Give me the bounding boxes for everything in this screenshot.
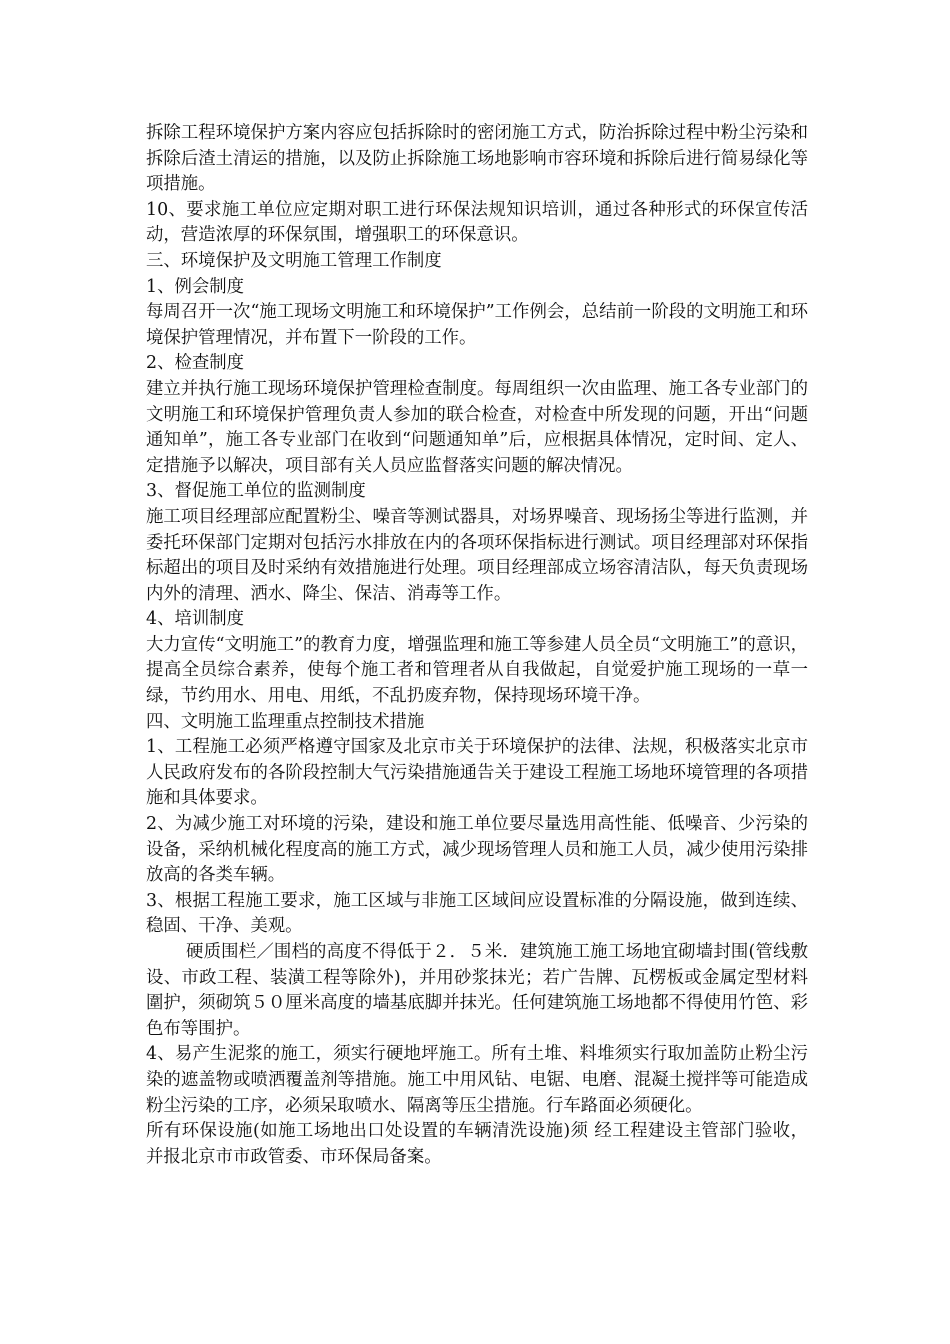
paragraph-demolition-plan: 拆除工程环境保护方案内容应包括拆除时的密闭施工方式，防治拆除过程中粉尘污染和拆除后渣土清运的措施，以及防止拆除施工场地影响市容环境和拆除后进行简易绿化等项措施。 bbox=[146, 123, 808, 195]
paragraph-measure-2: 2、为减少施工对环境的污染，建设和施工单位要尽量选用高性能、低噪音、少污染的设备，采纳机械化程度高的施工方式，减少现场管理人员和施工人员，减少使用污染排放高的各类车辆。 bbox=[146, 814, 808, 886]
document-page bbox=[146, 121, 808, 1170]
paragraph-monitoring: 施工项目经理部应配置粉尘、噪音等测试器具，对场界噪音、现场扬尘等进行监测，并委托环保部门定期对包括污水排放在内的各项环保指标进行测试。项目经理部对环保指标超出的项目及时采纳有效措施进行处理。项目经理部成立场容清洁队，每天负责现场内外的清理、洒水、降尘、保洁、消毒等工作。 bbox=[146, 506, 808, 604]
paragraph-measure-1: 1、工程施工必须严格遵守国家及北京市关于环境保护的法律、法规，积极落实北京市人民政府发布的各阶段控制大气污染措施通告关于建设工程施工场地环境管理的各项措施和具体要求。 bbox=[146, 737, 808, 809]
subheading-meeting-system: 1、例会制度 bbox=[146, 276, 245, 297]
paragraph-measure-4: 4、易产生泥浆的施工，须实行硬地坪施工。所有土堆、料堆须实行取加盖防止粉尘污染的遮盖物或喷洒覆盖剂等措施。施工中用风钻、电锯、电磨、混凝土搅拌等可能造成粉尘污染的工序，必须呆取喷水、隔离等压尘措施。行车路面必须硬化。 bbox=[146, 1044, 808, 1116]
paragraph-measure-3: 3、根据工程施工要求，施工区域与非施工区域间应设置标准的分隔设施，做到连续、稳固、干净、美观。 bbox=[146, 890, 808, 937]
paragraph-weekly-meeting: 每周召开一次“施工现场文明施工和环境保护”工作例会，总结前一阶段的文明施工和环境保护管理情况，并布置下一阶段的工作。 bbox=[146, 302, 808, 348]
paragraph-inspection: 建立并执行施工现场环境保护管理检查制度。每周组织一次由监理、施工各专业部门的文明施工和环境保护管理负责人参加的联合检查，对检查中所发现的问题，开出“问题通知单”，施工各专业部门在收到“问题通知单”后，应根据具体情况，定时间、定人、定措施予以解决，项目部有关人员应监督落实问题的解决情况。 bbox=[146, 378, 808, 476]
section-heading-4: 四、文明施工监理重点控制技术措施 bbox=[146, 711, 425, 732]
subheading-inspection-system: 2、检查制度 bbox=[146, 353, 245, 374]
paragraph-facilities-acceptance: 所有环保设施(如施工场地出口处设置的车辆清洗设施)须 经工程建设主管部门验收，并报北京市市政管委、市环保局备案。 bbox=[146, 1121, 808, 1167]
paragraph-fence-height: 硬质围栏／围档的高度不得低于２．５米．建筑施工施工场地宜砌墙封围(管线敷设、市政工程、装潢工程等除外)，并用砂浆抹光；若广告牌、瓦楞板或金属定型材料圍护，须砌筑５０厘米高度的墙基底脚并抹光。任何建筑施工场地都不得使用竹笆、彩色布等围护。 bbox=[146, 942, 808, 1039]
paragraph-item-10-training: 10、要求施工单位应定期对职工进行环保法规知识培训，通过各种形式的环保宣传活动，营造浓厚的环保氛围，增强职工的环保意识。 bbox=[146, 199, 808, 246]
paragraph-training: 大力宣传“文明施工”的教育力度，增强监理和施工等参建人员全员“文明施工”的意识，提高全员综合素养，使每个施工者和管理者从自我做起，自觉爱护施工现场的一草一绿，节约用水、用电、用纸，不乱扔废弃物，保持现场环境干净。 bbox=[146, 634, 808, 707]
subheading-training-system: 4、培训制度 bbox=[146, 609, 245, 630]
subheading-monitoring-system: 3、督促施工单位的监测制度 bbox=[146, 481, 366, 502]
section-heading-3: 三、环境保护及文明施工管理工作制度 bbox=[146, 250, 442, 271]
